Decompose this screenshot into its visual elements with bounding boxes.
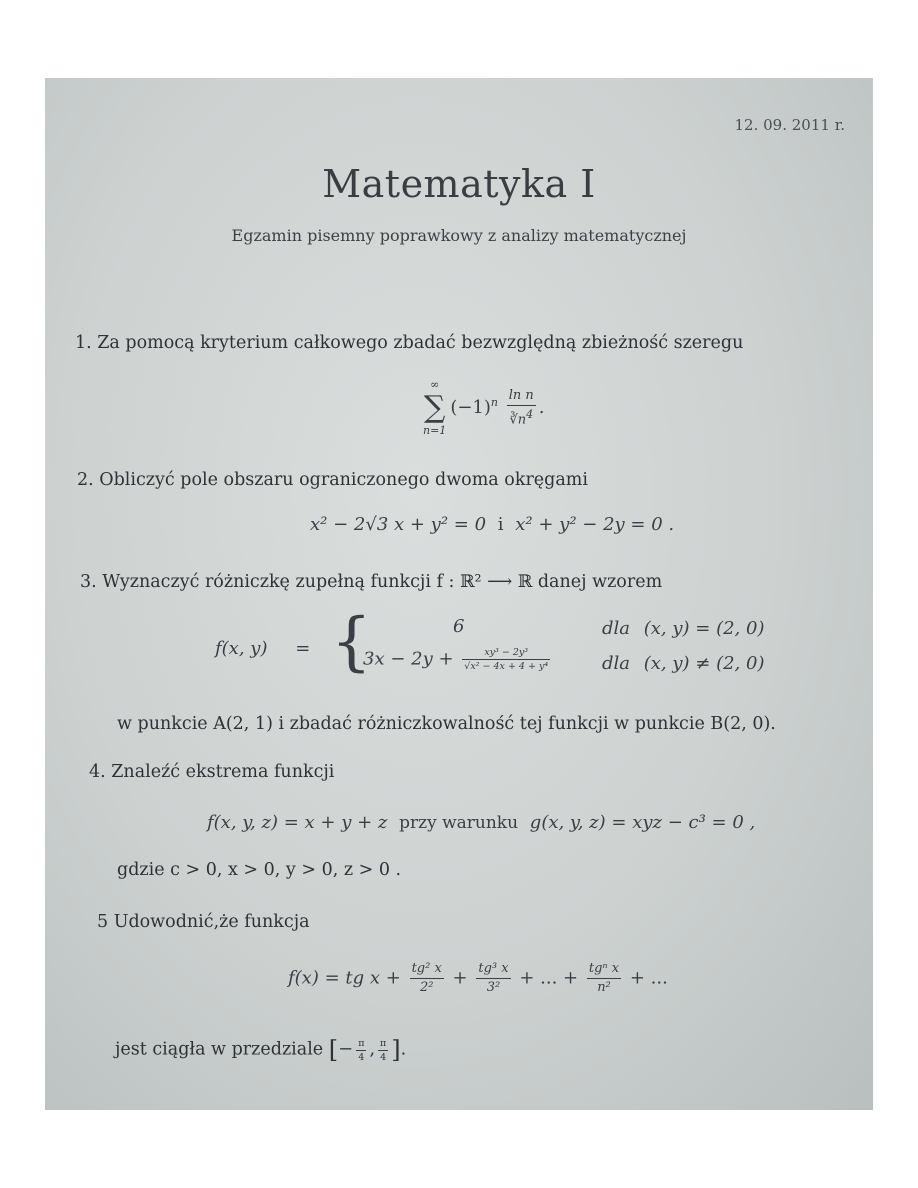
constraint-function: g(x, y, z) = xyz − c³ = 0 , <box>529 812 756 833</box>
series-dots: + ... + <box>519 967 579 989</box>
problem-2-equations <box>310 514 674 535</box>
left-brace-icon: { <box>331 605 372 679</box>
equals-sign: = <box>295 638 311 659</box>
problem-3-text: 3. Wyznaczyć różniczkę zupełną funkcji f : ℝ² ⟶ ℝ danej wzorem <box>80 572 663 592</box>
root-term: ∛n <box>509 412 527 428</box>
sigma-icon: ∑ <box>423 390 446 425</box>
problem-5-after: jest ciągła w przedziale [− $\frac{\pi}{4}$ , $\frac{\pi}{4}$ ]. <box>115 1036 407 1064</box>
interval-left-den: 4 <box>358 1051 365 1063</box>
continuity-text: jest ciągła w przedziale <box>115 1039 324 1060</box>
case-2-fraction <box>462 646 550 673</box>
circle-equation-1: x² − 2√3 x + y² = 0 <box>310 514 487 535</box>
sign-term: (−1) <box>450 397 491 418</box>
page-title: Matematyka I <box>322 162 596 206</box>
sum-symbol <box>423 378 446 438</box>
series-end: . <box>538 397 545 418</box>
sum-lower: n=1 <box>423 424 447 437</box>
case-2-condition <box>602 653 764 674</box>
problem-4-condition: gdzie c > 0, x > 0, y > 0, z > 0 . <box>117 860 402 880</box>
fraction-numerator: ln n <box>507 387 536 406</box>
term-3-numerator: tg³ x <box>476 960 510 979</box>
left-bracket: [ <box>328 1036 339 1064</box>
case-1-value: 6 <box>453 616 465 637</box>
problem-3-lhs <box>215 638 310 659</box>
case-2-numerator: xy³ − 2y³ <box>462 646 550 660</box>
series-fraction <box>507 387 536 429</box>
problem-1-series <box>423 378 545 438</box>
case-2-point: (x, y) ≠ (2, 0) <box>643 653 765 674</box>
right-bracket: ] <box>391 1036 401 1064</box>
case-2-linear: 3x − 2y + <box>363 648 454 670</box>
term-2-denominator: 2² <box>419 980 434 995</box>
fraction-denominator <box>507 406 536 429</box>
sign-exponent: n <box>490 396 498 409</box>
interval-left-num: π <box>358 1037 365 1049</box>
sum-upper: ∞ <box>430 378 440 391</box>
exam-photo <box>45 78 873 1110</box>
term-2-fraction <box>410 960 444 997</box>
term-n-denominator: n² <box>597 980 611 995</box>
term-n-fraction <box>587 960 621 997</box>
interval-right-num: π <box>380 1037 387 1049</box>
case-1-point: (x, y) = (2, 0) <box>643 618 765 639</box>
circle-equation-2: x² + y² − 2y = 0 . <box>515 514 675 535</box>
interval-right-den: 4 <box>380 1051 387 1063</box>
case-2-dla: dla <box>602 653 631 674</box>
root-exponent: 4 <box>526 407 534 421</box>
problem-5-text: 5 Udowodnić,że funkcja <box>97 912 310 932</box>
problem-1-text: 1. Za pomocą kryterium całkowego zbadać bezwzględną zbieżność szeregu <box>75 333 744 353</box>
case-1-dla: dla <box>602 618 631 639</box>
problem-4-text: 4. Znaleźć ekstrema funkcji <box>89 762 335 782</box>
term-2-numerator: tg² x <box>410 960 444 979</box>
problem-2-text: 2. Obliczyć pole obszaru ograniczonego dwoma okręgami <box>77 470 588 490</box>
conjunction: i <box>497 514 504 535</box>
series-lhs: f(x) = tg x + <box>288 967 401 989</box>
problem-4-formula <box>207 812 755 833</box>
term-n-numerator: tgⁿ x <box>587 960 621 979</box>
interval-minus: − <box>338 1038 354 1060</box>
interval-left-fraction <box>356 1037 366 1064</box>
case-2-denominator: √x² − 4x + 4 + y⁴ <box>464 661 549 672</box>
problem-5-formula: f(x) = tg x + $\frac{\text{tg² x}}{\text{2²}}$ + $\frac{\text{tg³ x}}{\text{3²}}$ + ... + $\frac{\text{tgⁿ x}}{\text{n²}}$ + ... <box>288 961 668 995</box>
exam-date: 12. 09. 2011 r. <box>734 116 845 134</box>
problem-3-after: w punkcie A(2, 1) i zbadać różniczkowalność tej funkcji w punkcie B(2, 0). <box>117 714 776 734</box>
page-subtitle: Egzamin pisemny poprawkowy z analizy matematycznej <box>231 226 687 245</box>
interval-end: . <box>400 1039 407 1060</box>
series-tail: + ... <box>629 967 668 989</box>
case-1-condition <box>602 618 764 639</box>
case-2-value <box>363 646 553 673</box>
objective-function: f(x, y, z) = x + y + z <box>207 812 388 833</box>
interval-right-fraction <box>378 1037 388 1064</box>
function-lhs: f(x, y) <box>215 638 268 659</box>
term-3-fraction <box>476 960 510 997</box>
term-3-denominator: 3² <box>486 980 501 995</box>
constraint-word: przy warunku <box>399 813 519 833</box>
